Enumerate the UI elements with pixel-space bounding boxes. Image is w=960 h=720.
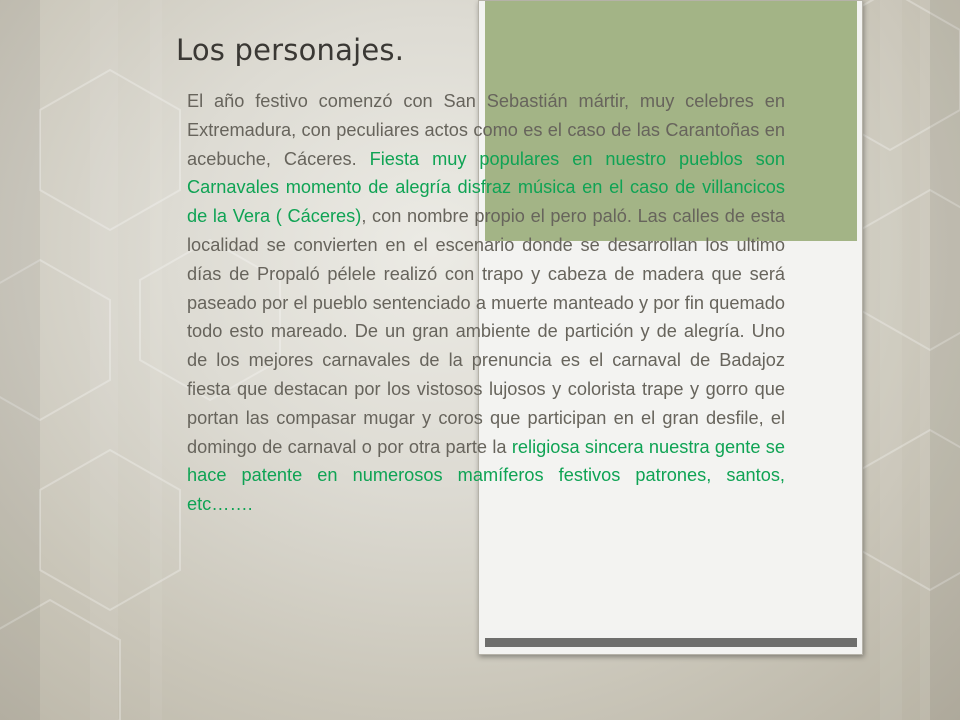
body-text-segment-highlight: religiosa sincera nuestra gente se hace patente en numerosos mamíferos festivos patrones, santos, etc……. <box>187 436 785 515</box>
body-text-segment: , con nombre propio el pero paló. Las calles de esta localidad se convierten en el escenario donde se desarrollan los ultimo días de Propaló pélele realizó con trapo y cabeza de madera que será paseado por el pueblo sentenciado a muerte manteado y por fin quemado todo esto mareado. De un gran ambiente de partición y de alegría. Uno de los mejores carnavales de la prenuncia es el carnaval de Badajoz fiesta que destacan por los vistosos lujosos y colorista trape y gorro que portan las compasar mugar y coros que participan en el gran desfile, el domingo de carnaval o por otra parte la <box>187 206 785 457</box>
photo-bottom-bar <box>485 638 857 647</box>
body-text-segment-highlight: Fiesta muy populares en nuestro pueblos son Carnavales momento de alegría disfraz música en el caso de villancicos de la Vera ( Cáceres) <box>187 148 785 227</box>
body-text-segment: El año festivo comenzó con San Sebastián mártir, muy celebres en Extremadura, con peculiares actos como es el caso de las Carantoñas en acebuche, Cáceres. <box>187 91 785 169</box>
slide-body-text <box>187 87 785 519</box>
slide-title: Los personajes. <box>176 33 405 67</box>
